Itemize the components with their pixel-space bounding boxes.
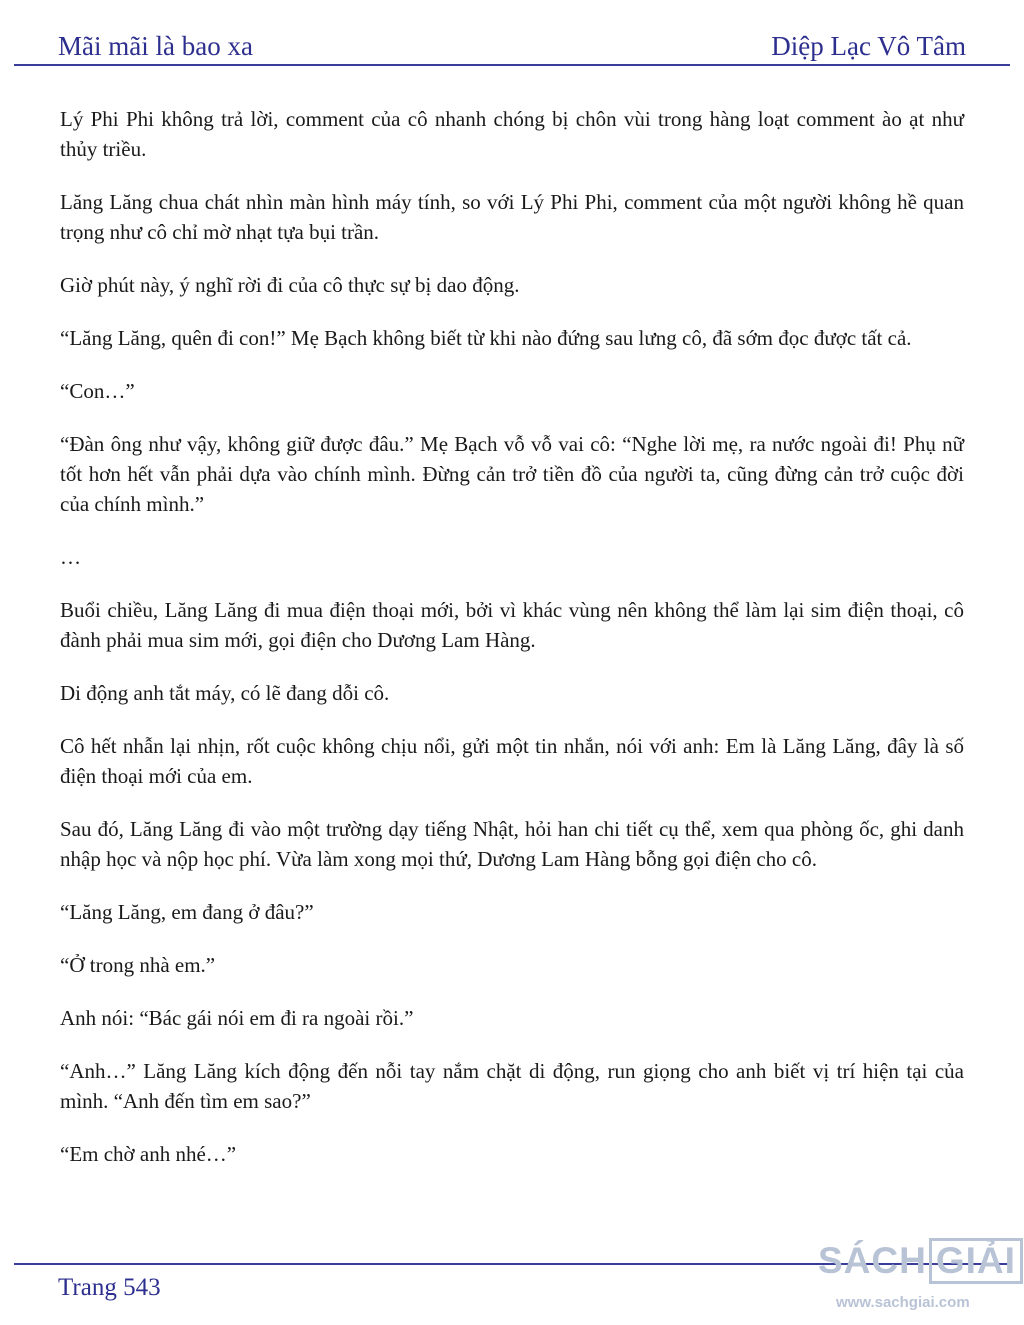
paragraph: Lý Phi Phi không trả lời, comment của cô nhanh chóng bị chôn vùi trong hàng loạt comment ào ạt như thủy triều. [60,107,964,161]
paragraph: “Anh…” Lăng Lăng kích động đến nỗi tay nắm chặt di động, run giọng cho anh biết vị trí hiện tại của mình. “Anh đến tìm em sao?” [60,1059,964,1113]
watermark [812,1232,1020,1322]
author-name: Diệp Lạc Vô Tâm [771,31,966,61]
paragraph: “Con…” [60,379,135,403]
paragraph: “Lăng Lăng, em đang ở đâu?” [60,900,314,924]
paragraph: “Đàn ông như vậy, không giữ được đâu.” Mẹ Bạch vỗ vỗ vai cô: “Nghe lời mẹ, ra nước ngoài đi! Phụ nữ tốt hơn hết vẫn phải dựa vào chính mình. Đừng cản trở tiền đồ của người ta, cũng đừng cản trở cuộc đời của chính mình.” [60,432,964,516]
paragraph: Giờ phút này, ý nghĩ rời đi của cô thực sự bị dao động. [60,273,520,297]
watermark-logo-text: SÁCH [818,1240,927,1281]
paragraph: Lăng Lăng chua chát nhìn màn hình máy tính, so với Lý Phi Phi, comment của một người không hề quan trọng như cô chỉ mờ nhạt tựa bụi trần. [60,190,964,244]
page-header [58,22,966,62]
page-number: Trang 543 [58,1274,161,1301]
watermark-url: www.sachgiai.com [836,1294,970,1311]
paragraph: Buổi chiều, Lăng Lăng đi mua điện thoại mới, bởi vì khác vùng nên không thể làm lại sim điện thoại, cô đành phải mua sim mới, gọi điện cho Dương Lam Hàng. [60,598,964,652]
paragraph: “Ở trong nhà em.” [60,953,216,977]
book-title: Mãi mãi là bao xa [58,31,253,61]
paragraph: Di động anh tắt máy, có lẽ đang dỗi cô. [60,681,390,705]
watermark-logo-box: GIẢI [929,1238,1023,1284]
paragraph: … [60,545,81,569]
paragraph: “Lăng Lăng, quên đi con!” Mẹ Bạch không biết từ khi nào đứng sau lưng cô, đã sớm đọc được tất cả. [60,326,912,350]
paragraph: “Em chờ anh nhé…” [60,1142,237,1166]
watermark-logo [818,1238,1023,1284]
paragraph: Cô hết nhẫn lại nhịn, rốt cuộc không chịu nổi, gửi một tin nhắn, nói với anh: Em là Lăng Lăng, đây là số điện thoại mới của em. [60,734,964,788]
paragraph: Sau đó, Lăng Lăng đi vào một trường dạy tiếng Nhật, hỏi han chi tiết cụ thể, xem qua phòng ốc, ghi danh nhập học và nộp học phí. Vừa làm xong mọi thứ, Dương Lam Hàng bỗng gọi điện cho cô. [60,817,964,871]
header-divider [14,64,1010,66]
paragraph: Anh nói: “Bác gái nói em đi ra ngoài rồi.” [60,1006,414,1030]
page-body [60,104,964,1192]
